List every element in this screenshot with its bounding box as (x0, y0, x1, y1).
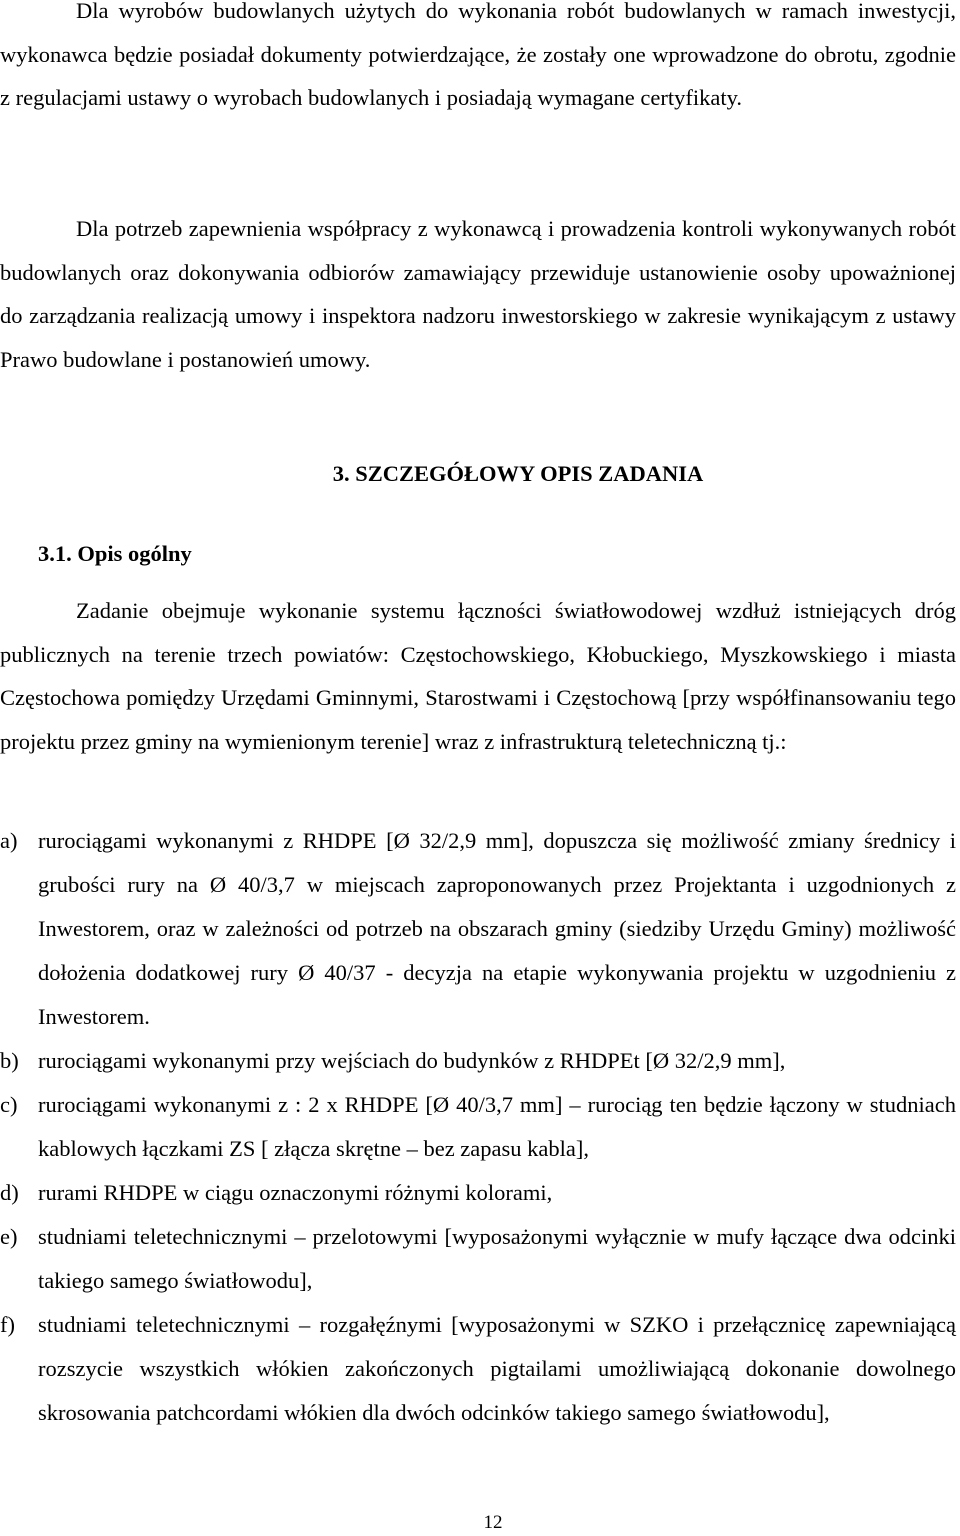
list-marker: d) (0, 1180, 19, 1205)
paragraph-construction-products: Dla wyrobów budowlanych użytych do wykonania robót budowlanych w ramach inwestycji, wykonawca będzie posiadał dokumenty potwierdzające, że zostały one wprowadzone do obrotu, zgodnie z regulacjami ustawy o wyrobach budowlanych i posiadają wymagane certyfikaty. (0, 0, 956, 111)
list-item-text: studniami teletechnicznymi – przelotowymi [wyposażonymi wyłącznie w mufy łączące dwa odcinki takiego samego światłowodu], (38, 1224, 956, 1293)
subsection-title: 3.1. Opis ogólny (38, 541, 192, 566)
list-item-text: studniami teletechnicznymi – rozgałęźnymi [wyposażonymi w SZKO i przełącznicę zapewniającą rozszycie wszystkich włókien zakończonych pigtailami umożliwiającą dokonanie dowolnego skrosowania patchcordami włókien dla dwóch odcinków takiego samego światłowodu], (38, 1312, 956, 1425)
list-item-text: rurociągami wykonanymi przy wejściach do budynków z RHDPEt [Ø 32/2,9 mm], (38, 1048, 786, 1073)
list-marker: e) (0, 1224, 18, 1249)
list-marker: c) (0, 1092, 18, 1117)
list-item (0, 1171, 956, 1215)
page-number: 12 (483, 1512, 503, 1533)
section-title: 3. SZCZEGÓŁOWY OPIS ZADANIA (332, 461, 704, 486)
list-item-text: rurociągami wykonanymi z : 2 x RHDPE [Ø 40/3,7 mm] – rurociąg ten będzie łączony w studniach kablowych łączkami ZS [ złącza skrętne – bez zapasu kabla], (38, 1092, 956, 1161)
paragraph-task-scope: Zadanie obejmuje wykonanie systemu łączności światłowodowej wzdłuż istniejących dróg publicznych na terenie trzech powiatów: Częstochowskiego, Kłobuckiego, Myszkowskiego i miasta Częstochowa pomiędzy Urzędami Gminnymi, Starostwami i Częstochową [przy współfinansowaniu tego projektu przez gminy na wymienionym terenie] wraz z infrastrukturą teletechniczną tj.: (0, 598, 956, 754)
list-item (0, 1215, 956, 1303)
list-item (0, 819, 956, 1039)
list-item-text: rurami RHDPE w ciągu oznaczonymi różnymi kolorami, (38, 1180, 553, 1205)
list-item (0, 1039, 956, 1083)
paragraph-cooperation-supervision: Dla potrzeb zapewnienia współpracy z wykonawcą i prowadzenia kontroli wykonywanych robót budowlanych oraz dokonywania odbiorów zamawiający przewiduje ustanowienie osoby upoważnionej do zarządzania realizacją umowy i inspektora nadzoru inwestorskiego w zakresie wynikającym z ustawy Prawo budowlane i postanowień umowy. (0, 216, 956, 372)
infrastructure-list (0, 819, 956, 1435)
list-item (0, 1083, 956, 1171)
list-marker: a) (0, 828, 18, 853)
list-marker: f) (0, 1312, 15, 1337)
list-item-text: rurociągami wykonanymi z RHDPE [Ø 32/2,9 mm], dopuszcza się możliwość zmiany średnicy i grubości rury na Ø 40/3,7 w miejscach zaproponowanych przez Projektanta i uzgodnionych z Inwestorem, oraz w zależności od potrzeb na obszarach gminy (siedziby Urzędu Gminy) możliwość dołożenia dodatkowej rury Ø 40/37 - decyzja na etapie wykonywania projektu w uzgodnieniu z Inwestorem. (38, 828, 956, 1029)
list-item (0, 1303, 956, 1435)
list-marker: b) (0, 1048, 19, 1073)
